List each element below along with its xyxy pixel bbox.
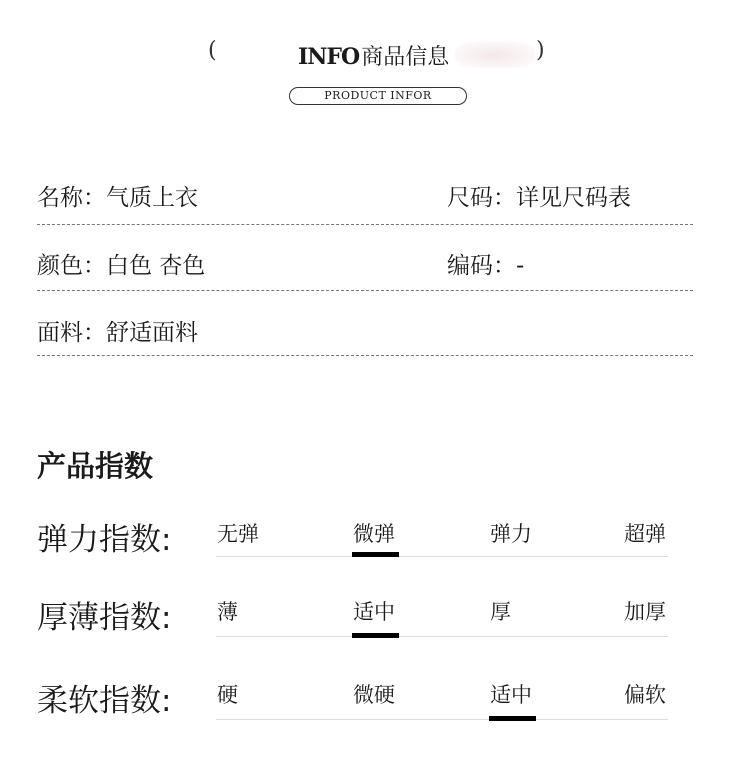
size-value: 详见尺码表 [516,185,631,211]
index-option: 弹力 [490,522,532,546]
color-value: 白色 杏色 [106,253,206,279]
index-option: 适中 [353,600,395,624]
dashed-divider [37,355,693,356]
index-option: 偏软 [624,683,666,707]
right-paren: ) [536,38,545,63]
subtitle-pill: PRODUCT INFOR [289,87,467,105]
index-section-title: 产品指数 [37,449,154,483]
fabric-value: 舒适面料 [106,320,198,346]
color-cell [37,247,205,280]
softness-index-row [37,675,677,745]
elasticity-index-row [37,514,677,584]
dashed-divider [37,224,693,225]
fabric-cell [37,314,198,347]
index-option: 加厚 [624,600,666,624]
size-label: 尺码： [447,185,516,211]
index-option: 超弹 [624,522,666,546]
info-row-name [37,165,693,225]
dashed-divider [37,290,693,291]
title-cn: 商品信息 [361,45,450,70]
index-option: 微弹 [353,522,395,546]
watermark-blur [455,42,535,68]
code-cell [447,247,524,280]
index-baseline [216,719,668,720]
index-option: 薄 [217,600,238,624]
code-value: - [516,253,525,279]
info-row-fabric [37,296,693,356]
index-baseline [216,636,668,637]
page-title [298,40,449,71]
index-label: 柔软指数: [37,683,172,719]
size-cell [447,179,631,212]
selected-indicator [352,633,399,638]
fabric-label: 面料： [37,320,106,346]
index-label: 厚薄指数: [37,600,172,636]
left-paren: ( [208,38,217,63]
name-cell [37,179,198,212]
info-header [0,38,750,72]
code-label: 编码： [447,253,516,279]
info-row-color [37,231,693,291]
index-option: 适中 [490,683,532,707]
index-option: 无弹 [217,522,259,546]
color-label: 颜色： [37,253,106,279]
selected-indicator [489,716,536,721]
title-en: INFO [298,44,360,70]
index-label: 弹力指数: [37,522,172,558]
index-option: 微硬 [353,683,395,707]
name-label: 名称： [37,185,106,211]
index-option: 硬 [217,683,238,707]
thickness-index-row [37,592,677,662]
selected-indicator [352,552,399,557]
index-option: 厚 [490,600,511,624]
name-value: 气质上衣 [106,185,198,211]
index-baseline [216,556,668,557]
